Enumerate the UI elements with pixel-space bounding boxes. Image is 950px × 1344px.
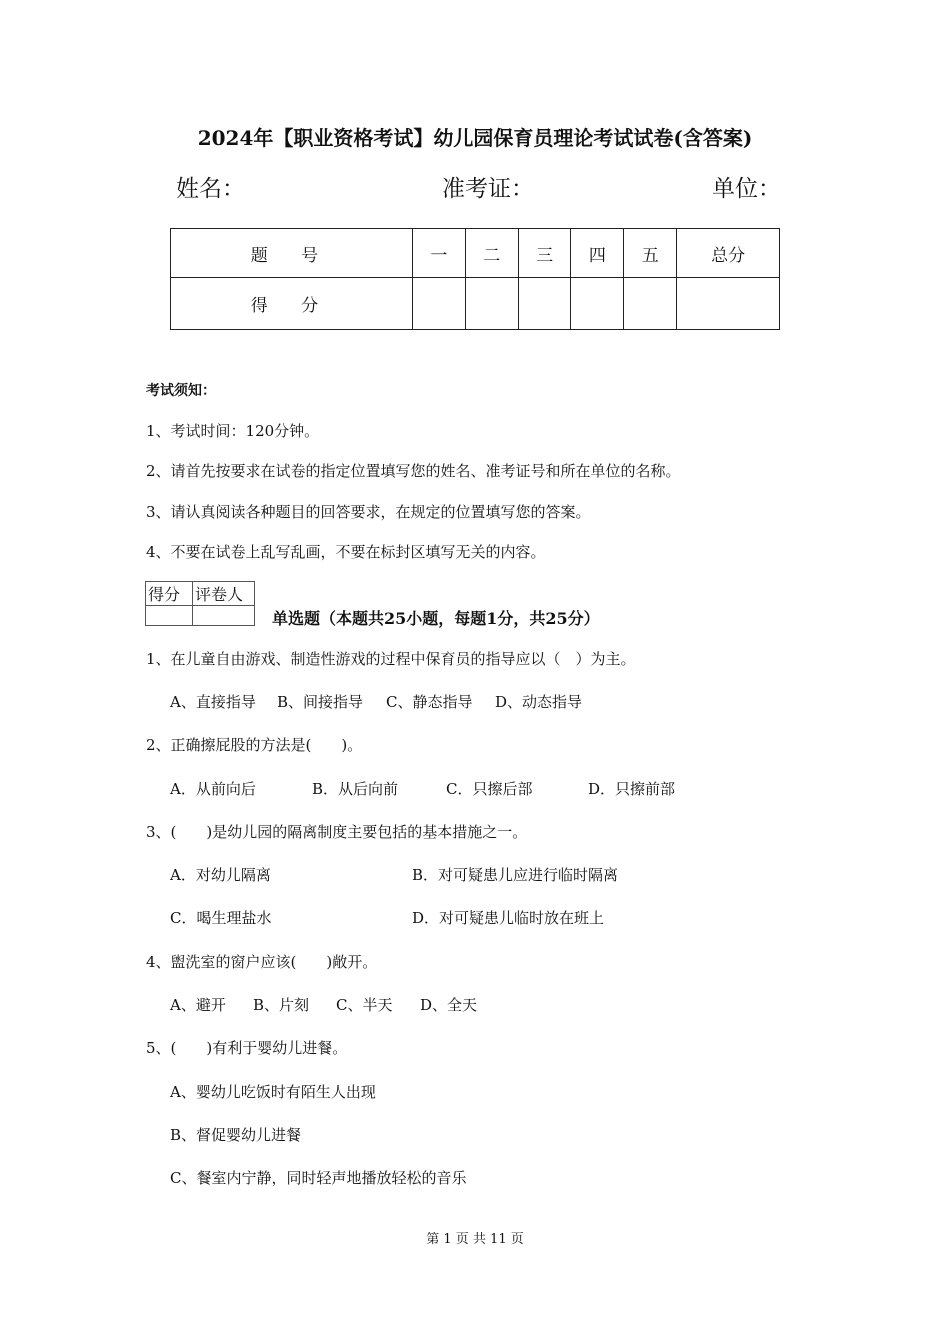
question-stem: 2、正确擦屁股的方法是( )。: [146, 736, 363, 754]
grader-score-label: 得分: [146, 582, 193, 606]
score-cell[interactable]: [571, 278, 624, 330]
option-b: B．从后向前: [312, 780, 399, 798]
option-a: A．从前向后: [170, 780, 256, 798]
option-b: B、督促婴幼儿进餐: [170, 1126, 302, 1144]
ticket-field-label: 准考证：: [442, 176, 534, 202]
option-d: D．对可疑患儿临时放在班上: [412, 909, 605, 927]
option-a: A．对幼儿隔离: [170, 866, 271, 884]
option-c: C．只擦后部: [446, 780, 533, 798]
notice-item: 1、考试时间：120分钟。: [146, 422, 320, 440]
score-row-label: 得 分: [171, 278, 413, 330]
option-c: C、餐室内宁静，同时轻声地播放轻松的音乐: [170, 1169, 467, 1187]
score-table-score-row: [171, 278, 780, 330]
score-column-2: 二: [465, 229, 518, 278]
question-stem: 5、( )有利于婴幼儿进餐。: [146, 1039, 348, 1057]
option-c: C、半天: [336, 996, 393, 1014]
question-number-label: 题 号: [171, 229, 413, 278]
option-d: D、动态指导: [495, 693, 583, 711]
option-c: C．喝生理盐水: [170, 909, 272, 927]
score-column-3: 三: [518, 229, 571, 278]
grader-name-label: 评卷人: [193, 582, 255, 606]
score-column-1: 一: [412, 229, 465, 278]
option-a: A、直接指导: [170, 693, 256, 711]
notice-item: 3、请认真阅读各种题目的回答要求，在规定的位置填写您的答案。: [146, 503, 591, 521]
score-cell[interactable]: [412, 278, 465, 330]
notice-heading: 考试须知：: [146, 383, 216, 399]
grader-name-cell[interactable]: [193, 606, 255, 626]
page-footer: 第 1 页 共 11 页: [426, 1232, 524, 1247]
notice-item: 4、不要在试卷上乱写乱画，不要在标封区填写无关的内容。: [146, 543, 546, 561]
option-b: B．对可疑患儿应进行临时隔离: [412, 866, 619, 884]
option-a: A、婴幼儿吃饭时有陌生人出现: [170, 1083, 376, 1101]
option-d: D、全天: [420, 996, 478, 1014]
option-d: D．只擦前部: [588, 780, 676, 798]
score-cell[interactable]: [624, 278, 677, 330]
option-b: B、间接指导: [277, 693, 364, 711]
notice-item: 2、请首先按要求在试卷的指定位置填写您的姓名、准考证号和所在单位的名称。: [146, 462, 681, 480]
question-stem: 3、( )是幼儿园的隔离制度主要包括的基本措施之一。: [146, 823, 528, 841]
name-field-label: 姓名：: [176, 176, 245, 202]
score-cell[interactable]: [518, 278, 571, 330]
question-stem: 1、在儿童自由游戏、制造性游戏的过程中保育员的指导应以（ ）为主。: [146, 650, 636, 668]
score-cell[interactable]: [677, 278, 780, 330]
score-column-total: 总分: [677, 229, 780, 278]
section-title: 单选题（本题共25小题，每题1分，共25分）: [272, 609, 600, 628]
question-stem: 4、盥洗室的窗户应该( )敞开。: [146, 953, 378, 971]
score-column-5: 五: [624, 229, 677, 278]
score-table-header-row: [171, 229, 780, 278]
option-c: C、静态指导: [386, 693, 473, 711]
score-cell[interactable]: [465, 278, 518, 330]
option-a: A、避开: [170, 996, 226, 1014]
document-title: 2024年【职业资格考试】幼儿园保育员理论考试试卷(含答案): [197, 126, 753, 150]
grader-box: [145, 581, 255, 626]
unit-field-label: 单位：: [712, 176, 781, 202]
score-column-4: 四: [571, 229, 624, 278]
score-table: [170, 228, 780, 330]
option-b: B、片刻: [253, 996, 310, 1014]
grader-score-cell[interactable]: [146, 606, 193, 626]
